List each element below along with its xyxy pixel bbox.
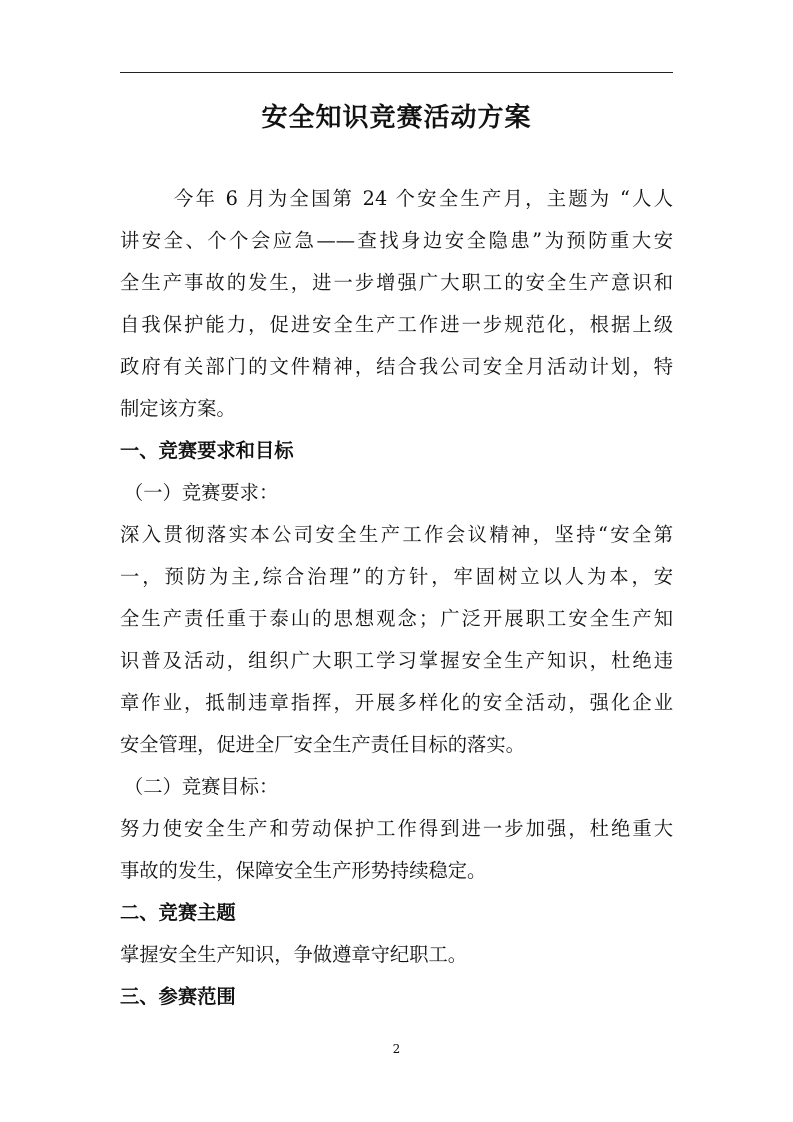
goals-line: 努力使安全生产和劳动保护工作得到进一步加强，杜绝重大 (120, 817, 673, 840)
requirements-line: 识普及活动，组织广大职工学习掌握安全生产知识，杜绝违 (120, 649, 673, 672)
intro-line: 政府有关部门的文件精神，结合我公司安全月活动计划，特 (120, 355, 673, 378)
subsection-heading-requirements: （一）竞赛要求： (124, 481, 279, 504)
goals-line: 事故的发生，保障安全生产形势持续稳定。 (120, 859, 487, 882)
intro-line: 自我保护能力，促进安全生产工作进一步规范化，根据上级 (120, 313, 673, 336)
requirements-line: 深入贯彻落实本公司安全生产工作会议精神，坚持“安全第 (120, 523, 673, 546)
intro-line: 讲安全、个个会应急——查找身边安全隐患”为预防重大安 (120, 229, 673, 252)
intro-line: 今年 6 月为全国第 24 个安全生产月，主题为 “人人 (174, 187, 673, 210)
requirements-line: 一，预防为主,综合治理”的方针，牢固树立以人为本，安 (120, 565, 673, 588)
theme-text: 掌握安全生产知识，争做遵章守纪职工。 (120, 943, 468, 966)
page-title: 安全知识竞赛活动方案 (261, 103, 532, 133)
requirements-line: 安全管理，促进全厂安全生产责任目标的落实。 (120, 733, 525, 756)
header-rule (120, 72, 673, 73)
intro-line: 制定该方案。 (120, 397, 236, 420)
section-heading-theme: 二、竞赛主题 (120, 901, 236, 924)
subsection-heading-goals: （二）竞赛目标： (124, 775, 279, 798)
page-number: 2 (392, 1042, 401, 1056)
requirements-line: 章作业，抵制违章指挥，开展多样化的安全活动，强化企业 (120, 691, 673, 714)
section-heading-scope: 三、参赛范围 (120, 985, 236, 1008)
section-heading-requirements-goals: 一、竞赛要求和目标 (120, 439, 294, 462)
intro-line: 全生产事故的发生，进一步增强广大职工的安全生产意识和 (120, 271, 673, 294)
requirements-line: 全生产责任重于泰山的思想观念；广泛开展职工安全生产知 (120, 607, 673, 630)
